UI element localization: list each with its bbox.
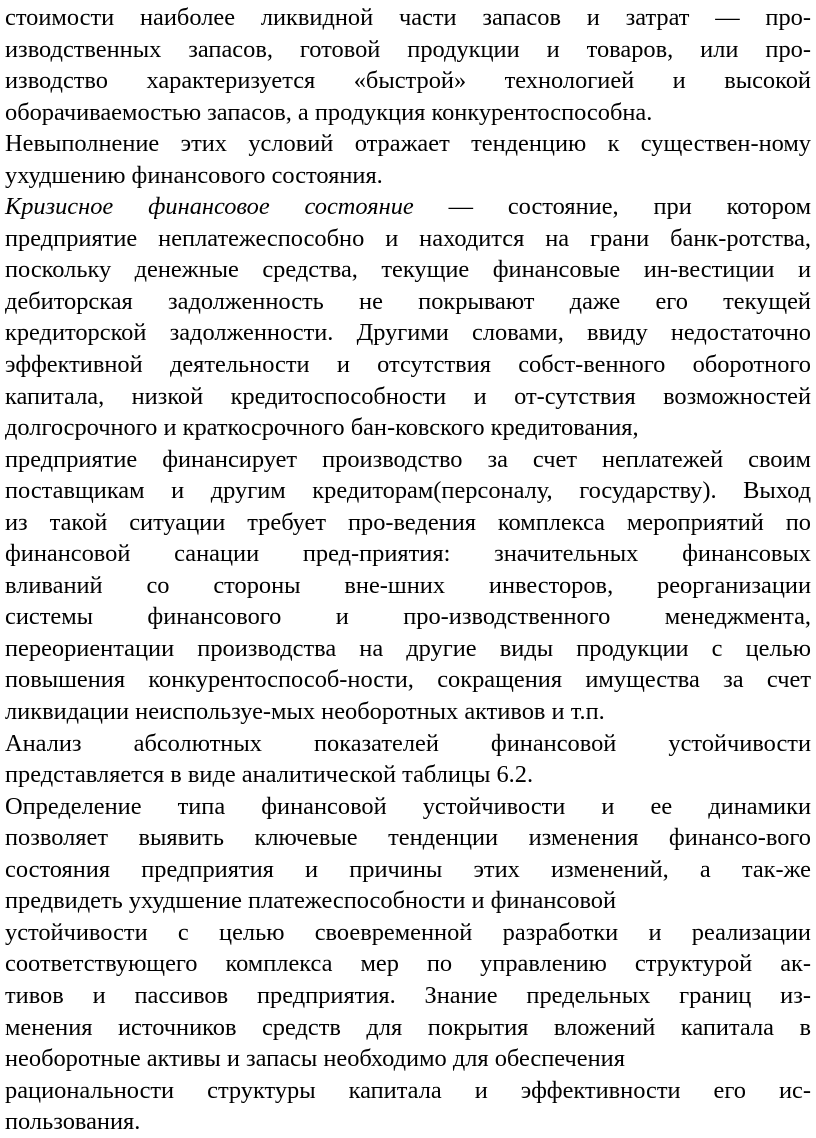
text-line: устойчивости с целью своевременной разработки и реализации bbox=[5, 918, 811, 946]
text-line: тивов и пассивов предприятия. Знание предельных границ из- bbox=[5, 981, 811, 1009]
text-line: оборачиваемостью запасов, а продукция конкурентоспособна. bbox=[5, 98, 653, 126]
text-line: позволяет выявить ключевые тенденции изменения финансо-вого bbox=[5, 824, 811, 852]
text-line: пользования. bbox=[5, 1108, 141, 1136]
text-line: изводство характеризуется «быстрой» технологией и высокой bbox=[5, 67, 811, 95]
text-line: необоротные активы и запасы необходимо для обеспечения bbox=[5, 1045, 625, 1073]
text-line: стоимости наиболее ликвидной части запасов и затрат — про- bbox=[5, 4, 811, 31]
text-line bbox=[5, 191, 811, 223]
text-line: кредиторской задолженности. Другими словами, ввиду недостаточно bbox=[5, 319, 811, 347]
text-line: Невыполнение этих условий отражает тенденцию к существен-ному bbox=[5, 130, 811, 158]
text-line: ухудшению финансового состояния. bbox=[5, 161, 383, 189]
text-line: предприятие финансирует производство за счет неплатежей своим bbox=[5, 445, 811, 473]
text-line: представляется в виде аналитической таблицы 6.2. bbox=[5, 761, 534, 789]
text-line: из такой ситуации требует про-ведения комплекса мероприятий по bbox=[5, 508, 811, 536]
text-line: поставщикам и другим кредиторам(персоналу, государству). Выход bbox=[5, 477, 811, 505]
text-line: состояния предприятия и причины этих изменений, а так-же bbox=[5, 855, 811, 883]
text-line: эффективной деятельности и отсутствия собст-венного оборотного bbox=[5, 351, 811, 379]
text-line: повышения конкурентоспособ-ности, сокращения имущества за счет bbox=[5, 666, 811, 694]
text-line: поскольку денежные средства, текущие финансовые ин-вестиции и bbox=[5, 256, 811, 284]
text-line: изводственных запасов, готовой продукции и товаров, или про- bbox=[5, 35, 811, 63]
text-line: Определение типа финансовой устойчивости и ее динамики bbox=[5, 792, 811, 820]
text-line: системы финансового и про-изводственного менеджмента, bbox=[5, 603, 811, 631]
text-line: вливаний со стороны вне-шних инвесторов, реорганизации bbox=[5, 571, 811, 599]
text-line: соответствующего комплекса мер по управлению структурой ак- bbox=[5, 950, 811, 978]
text-line: долгосрочного и краткосрочного бан-ковского кредитования, bbox=[5, 414, 639, 442]
text-line: рациональности структуры капитала и эффективности его ис- bbox=[5, 1076, 811, 1104]
text-line: переориентации производства на другие виды продукции с целью bbox=[5, 634, 811, 662]
text-line: дебиторская задолженность не покрывают даже его текущей bbox=[5, 287, 811, 315]
document-body bbox=[5, 2, 811, 1138]
text-line: предвидеть ухудшение платежеспособности и финансовой bbox=[5, 887, 617, 915]
text-line: капитала, низкой кредитоспособности и от-сутствия возможностей bbox=[5, 382, 811, 410]
text-line: менения источников средств для покрытия вложений капитала в bbox=[5, 1013, 811, 1041]
text-line: финансовой санации пред-приятия: значительных финансовых bbox=[5, 540, 811, 568]
italic-term: Кризисное финансовое состояние bbox=[5, 193, 414, 221]
text-line: Анализ абсолютных показателей финансовой устойчивости bbox=[5, 729, 811, 757]
document-page bbox=[5, 2, 811, 1138]
text-line: предприятие неплатежеспособно и находится на грани банк-ротства, bbox=[5, 224, 811, 252]
text-line: ликвидации неиспользуе-мых необоротных активов и т.п. bbox=[5, 698, 605, 726]
line-text: — состояние, при котором bbox=[413, 193, 812, 221]
